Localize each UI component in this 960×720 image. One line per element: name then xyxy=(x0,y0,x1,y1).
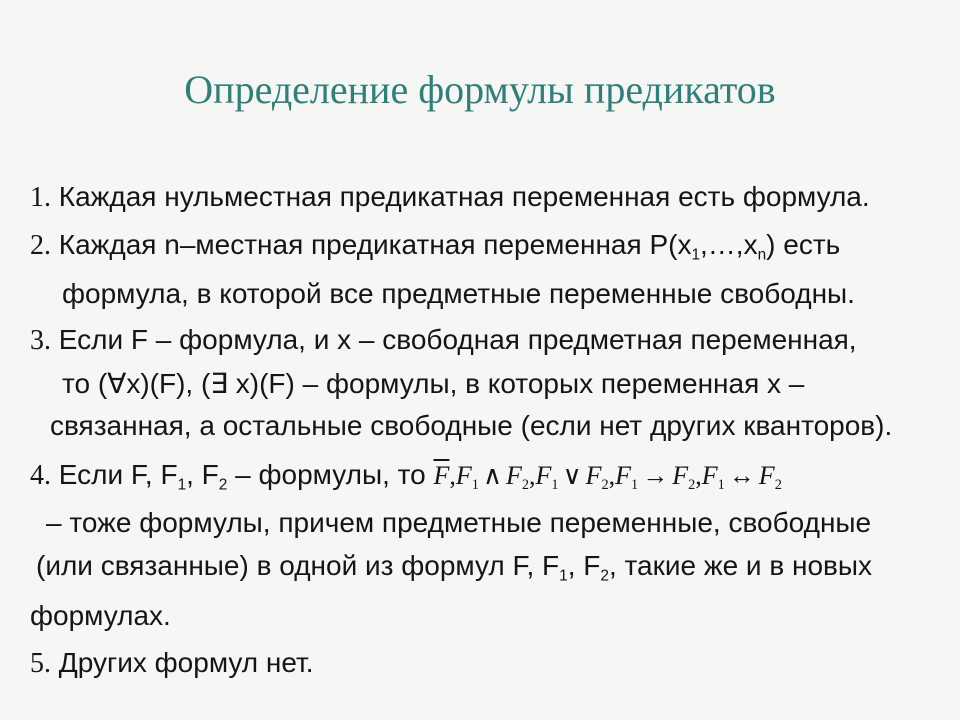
item-4-continued-2 xyxy=(36,549,872,583)
f1: F xyxy=(455,461,472,490)
item-text: Других формул нет. xyxy=(51,647,314,678)
item-number: 3. xyxy=(30,325,51,356)
f2: F xyxy=(672,461,689,490)
item-text-b: , F xyxy=(567,550,601,581)
comma: , xyxy=(608,461,616,490)
item-4-continued-3: формулах. xyxy=(30,600,171,631)
iff-symbol: ↔ xyxy=(728,461,755,490)
item-text-c: ) есть xyxy=(766,229,841,260)
item-4-continued: – тоже формулы, причем предметные переменные, свободные xyxy=(46,507,872,538)
negated-f: $\overline{F}$ xyxy=(433,461,450,490)
subscript: 1 xyxy=(551,477,559,493)
item-3-continued: то (∀x)(F), (∃ x)(F) – формулы, в которых переменная x – xyxy=(62,368,805,399)
subscript: n xyxy=(757,246,767,264)
item-5 xyxy=(30,646,314,681)
item-3-continued-2: связанная, а остальные свободные (если нет других кванторов). xyxy=(50,410,893,441)
item-text-c: – формулы, то xyxy=(227,459,426,490)
item-text-b: , F xyxy=(186,459,219,490)
item-2-continued: формула, в которой все предметные переменные свободны. xyxy=(62,278,855,309)
item-text: Если F – формула, и x – свободная предметная переменная, xyxy=(51,324,857,355)
item-text-b: ,…,x xyxy=(700,229,758,260)
item-text-a: (или связанные) в одной из формул F, F xyxy=(36,550,560,581)
f1: F xyxy=(535,461,552,490)
f2: F xyxy=(758,461,775,490)
subscript: 1 xyxy=(717,477,725,493)
item-text-a: Если F, F xyxy=(51,459,178,490)
subscript: 2 xyxy=(521,477,530,493)
item-text: Каждая нульместная предикатная переменная есть формула. xyxy=(51,181,870,212)
subscript: 1 xyxy=(471,477,479,493)
comma: , xyxy=(695,461,702,490)
subscript: 2 xyxy=(218,476,228,494)
item-text-c: , такие же и в новых xyxy=(608,550,873,581)
item-3 xyxy=(30,323,857,358)
f2: F xyxy=(505,461,522,490)
item-4 xyxy=(30,458,782,493)
item-number: 1. xyxy=(30,182,51,213)
item-2 xyxy=(30,228,840,263)
item-1 xyxy=(30,180,870,215)
item-number: 2. xyxy=(30,230,51,261)
or-symbol: ∨ xyxy=(562,461,582,490)
f1: F xyxy=(701,461,718,490)
subscript: 1 xyxy=(631,477,639,493)
implies-symbol: → xyxy=(642,461,669,490)
formula-list xyxy=(433,461,782,493)
slide-title: Определение формулы предикатов xyxy=(184,67,776,112)
and-symbol: ∧ xyxy=(482,461,502,490)
comma: , xyxy=(449,461,456,490)
subscript: 1 xyxy=(691,246,701,264)
f2: F xyxy=(585,461,602,490)
item-number: 5. xyxy=(30,648,51,679)
subscript: 2 xyxy=(600,567,609,585)
item-text-a: Каждая n–местная предикатная переменная P(x xyxy=(51,229,692,260)
subscript: 2 xyxy=(774,477,782,493)
subscript: 1 xyxy=(177,476,187,494)
item-number: 4. xyxy=(30,460,51,491)
subscript: 2 xyxy=(688,477,696,493)
subscript: 1 xyxy=(559,567,568,585)
subscript: 2 xyxy=(601,477,609,493)
comma: , xyxy=(529,461,536,490)
f1: F xyxy=(615,461,632,490)
